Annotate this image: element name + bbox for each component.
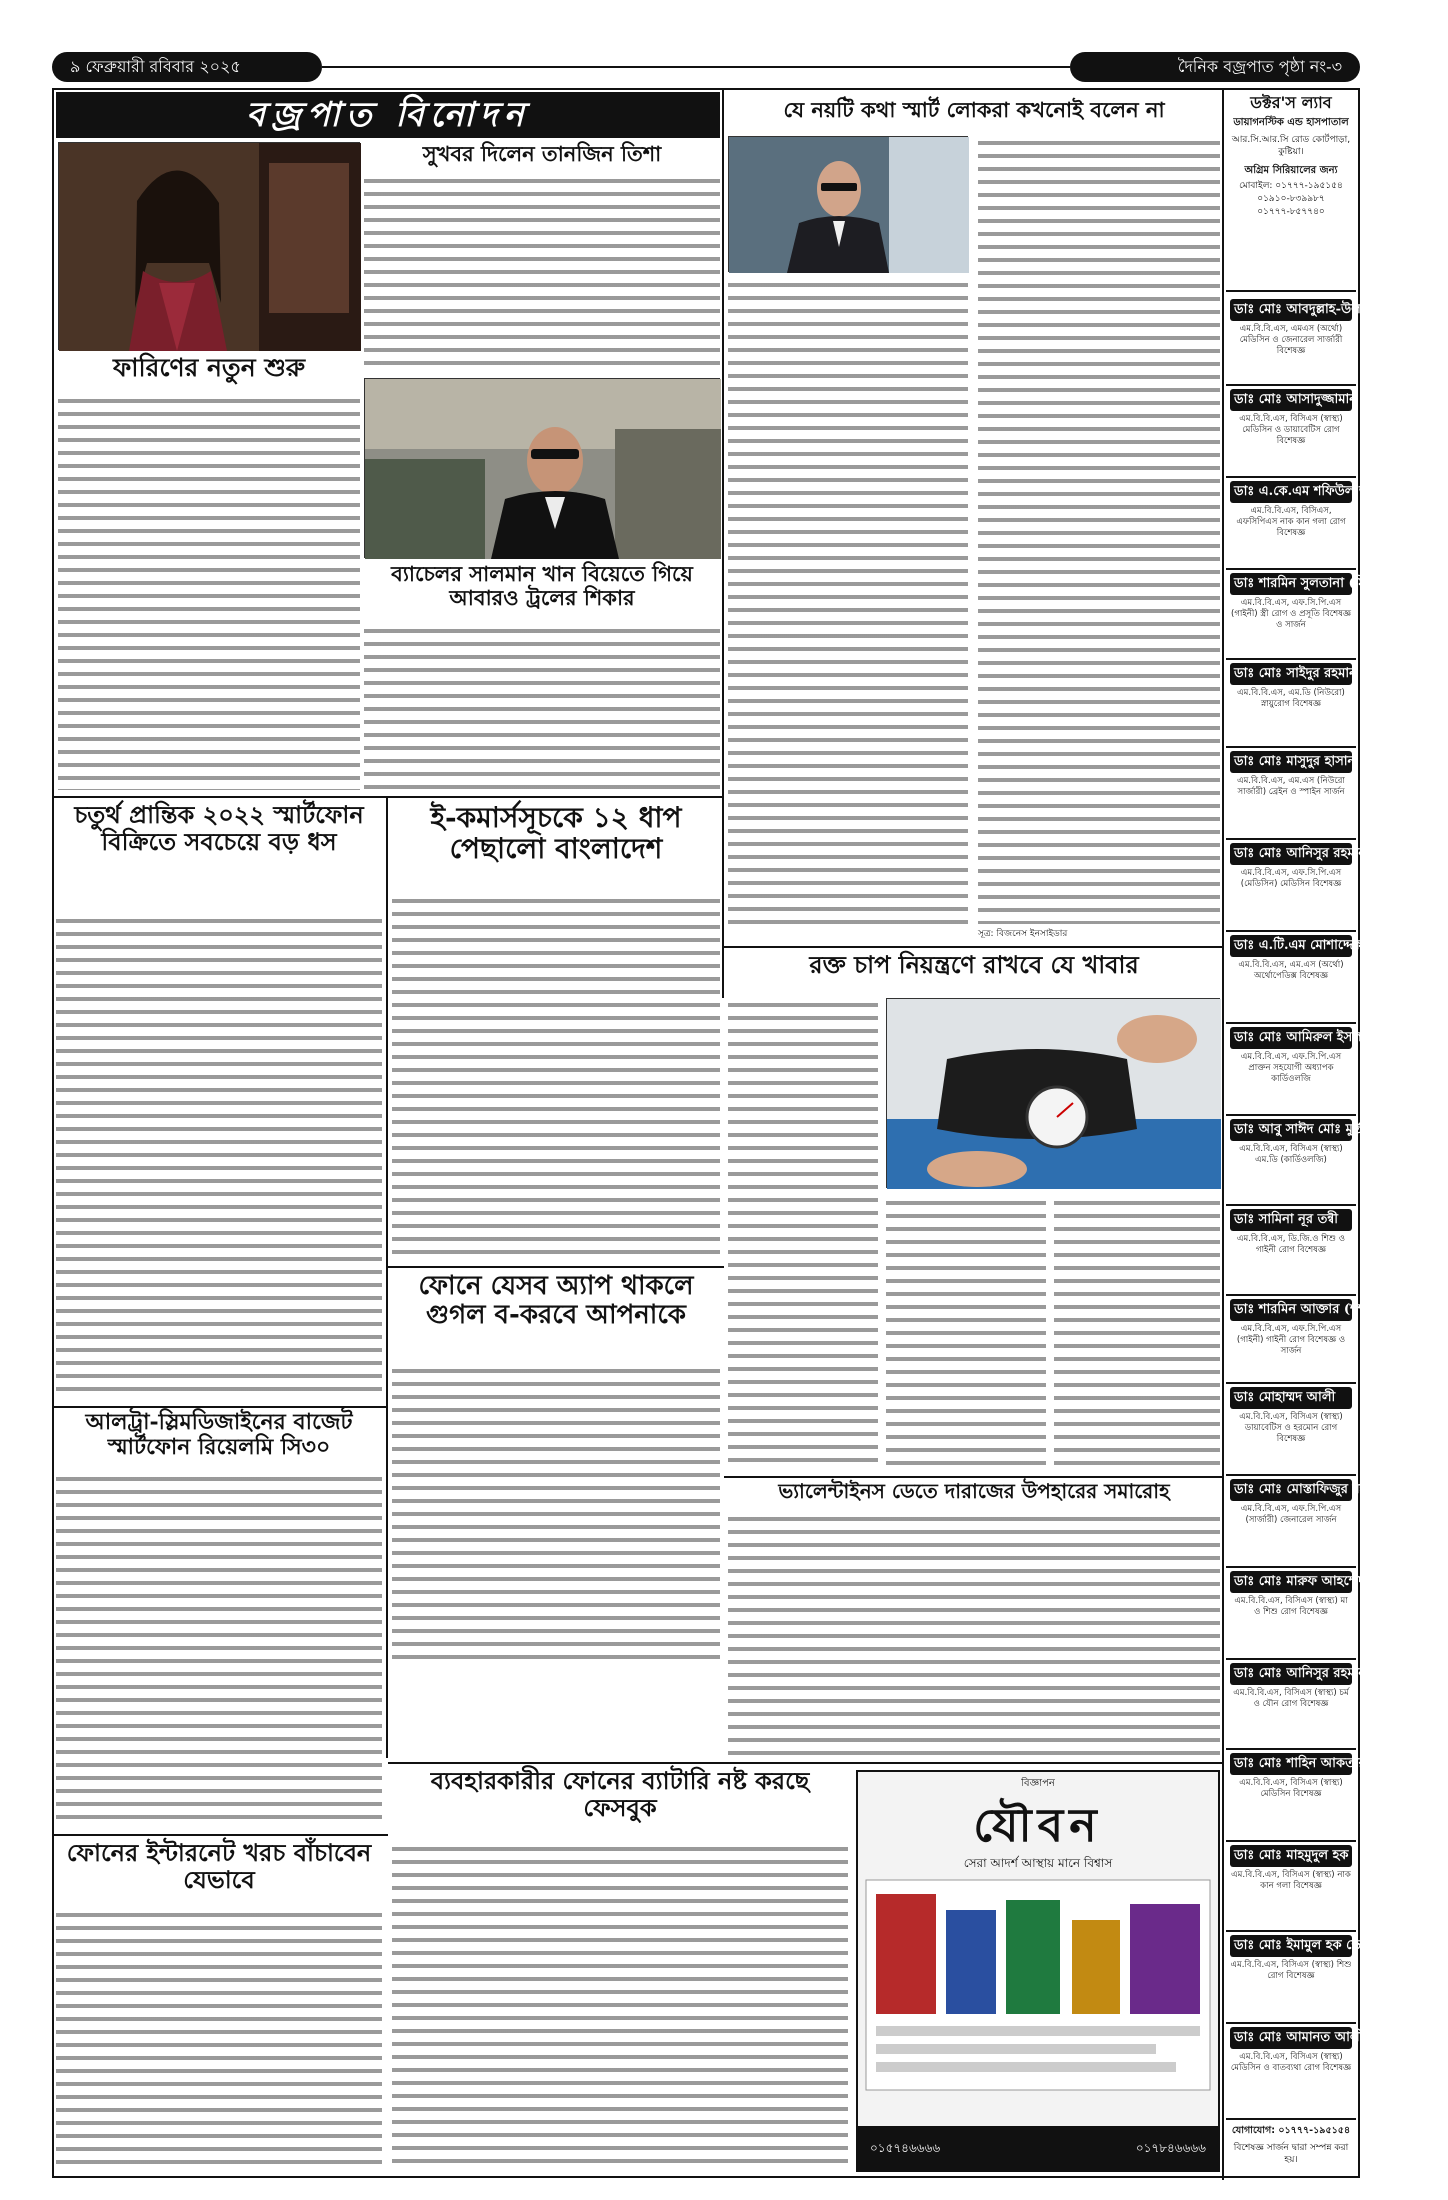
rule-h5 [724,1476,1224,1478]
lab-address: আর.সি.আর.সি রোড কোর্টপাড়া, কুষ্টিয়া। [1231,135,1351,157]
doctor-degree: এম.বি.বি.এস, বিসিএস (স্বাস্থ্য) শিশু রোগ বিশেষজ্ঞ [1230,1960,1352,1981]
rule-h3 [724,946,1224,948]
lab-phone-2: ০১৯১০-৮৩৯৯৮৭ [1257,194,1325,204]
lab-note: বিশেষজ্ঞ সার্জন দ্বারা সম্পন্ন করা হয়। [1233,2143,1349,2165]
doctor-name: ডাঃ শারমিন আক্তার (শম্পা) [1230,1299,1352,1321]
lab-ad-header [1226,92,1356,292]
doctor-card [1226,1842,1356,1932]
rule-h1 [52,796,724,798]
doctor-card [1226,1476,1386,1568]
doctor-degree: এম.বি.বি.এস, এফ.সি.পি.এস (গাইনী) স্ত্রী রোগ ও প্রসূতি বিশেষজ্ঞ ও সার্জন [1231,598,1351,630]
bp-body-col1 [728,998,878,1470]
daraz-body [728,1512,1220,1760]
tisha-body [364,174,720,372]
rule-h4 [52,1406,388,1408]
doctor-card [1226,296,1392,386]
doctor-degree: এম.বি.বি.এস, এফ.সি.পি.এস (মেডিসিন) মেডিসিন বিশেষজ্ঞ [1240,868,1342,889]
doctor-card [1226,1206,1356,1296]
doctor-name: ডাঃ এ.কে.এম শফিউল আযম [1230,481,1352,503]
doctor-card [1226,932,1448,1024]
lab-footer [1226,2124,1356,2174]
lab-subtitle: ডায়াগনস্টিক এন্ড হাসপাতাল [1233,117,1349,128]
smart-article [728,92,1220,942]
doctor-name: ডাঃ মোঃ আনিসুর রহমান [1230,843,1352,865]
doctor-name: ডাঃ মোঃ মারুফ আহম্মেদ [1230,1571,1352,1593]
doctor-card [1226,1024,1373,1116]
rule-v3 [1222,88,1224,2180]
section-title: বজ্রপাত বিনোদন [246,95,530,135]
doctor-name: ডাঃ মোঃ মোস্তাফিজুর রহমান [1230,1479,1352,1501]
jouban-ad [856,1770,1220,2172]
doctor-degree: এম.বি.বি.এস, বিসিএস (স্বাস্থ্য) মেডিসিন বিশেষজ্ঞ [1239,1778,1343,1799]
doctor-name: ডাঃ মোঃ আমিরুল ইসলাম [1230,1027,1352,1049]
lab-phone-1: মোবাইল: ০১৭৭৭-১৯৫১৫৪ [1239,181,1343,191]
internet-body [56,1908,382,2168]
smart-headline: যে নয়টি কথা স্মার্ট লোকরা কখনোই বলেন না [783,97,1165,122]
doctor-card [1226,840,1367,932]
doctor-degree: এম.বি.বি.এস, এম.ডি (নিউরো) স্নায়ুরোগ বিশেষজ্ঞ [1237,688,1345,709]
page-label: দৈনিক বজ্রপাত পৃষ্ঠা নং-৩ [1070,52,1360,82]
doctor-name: ডাঃ মোঃ সাইদুর রহমান (সাদা) [1230,663,1352,685]
page-header [52,52,1360,82]
salman-article [364,562,720,792]
realme-body [56,1472,382,1828]
doctor-degree: এম.বি.বি.এস, এম.এস (অর্থো) অর্থোপেডিক্স বিশেষজ্ঞ [1238,960,1344,981]
facebook-article [392,1768,848,2168]
doctor-name: ডাঃ মোঃ শাহিন আকতার সুমন [1230,1753,1352,1775]
smart-source: সূত্র: বিজনেস ইনসাইডার [978,929,1068,939]
doctor-degree: এম.বি.বি.এস, বিসিএস (স্বাস্থ্য) এম.ডি (কার্ডিওলজি) [1239,1144,1343,1165]
salman-photo [364,378,720,558]
smartphone-headline: চতুর্থ প্রান্তিক ২০২২ স্মার্টফোন বিক্রিতে সবচেয়ে বড় ধস [74,800,364,856]
doctor-degree: এম.বি.বি.এস, এম.এস (নিউরো সার্জারী) ব্রেইন ও স্পাইন সার্জন [1237,776,1345,797]
doctor-card [1226,1932,1384,2024]
ad-products [866,1880,1210,2090]
doctor-degree: এম.বি.বি.এস, বিসিএস (স্বাস্থ্য) মেডিসিন ও বাতব্যথা রোগ বিশেষজ্ঞ [1230,2052,1352,2073]
bp-photo [886,998,1220,1188]
doctor-card [1226,1568,1366,1660]
doctor-card [1226,1750,1394,1842]
doctor-name: ডাঃ মোঃ ইমামুল হক ডেভিড [1230,1935,1352,1957]
doctor-name: ডাঃ মোঃ আমানত আলী শেখ [1230,2027,1352,2049]
lab-contact: যোগাযোগ: ০১৭৭৭-১৯৫১৫৪ [1231,2125,1351,2136]
faria-article [58,354,360,792]
lab-title: ডক্টর'স ল্যাব [1250,93,1332,112]
doctor-card [1226,386,1356,478]
bp-body-col3 [1054,1196,1220,1470]
doctor-card [1226,748,1407,840]
doctor-name: ডাঃ এ.টি.এম মোশাদ্দেক হোসেন (বিপ্লব) [1230,935,1352,957]
section-banner [56,92,720,138]
ad-brand: যৌবন [973,1798,1103,1852]
rule-h6 [52,1834,388,1836]
rule-v2 [386,798,388,1758]
doctor-name: ডাঃ মোঃ আনিসুর রহমান [1230,1663,1352,1685]
doctor-degree: এম.বি.বি.এস, এফ.সি.পি.এস প্রাক্তন সহযোগী অধ্যাপক কার্ডিওলজি [1240,1052,1342,1084]
ecommerce-body [392,894,720,1260]
facebook-headline: ব্যবহারকারীর ফোনের ব্যাটারি নষ্ট করছে ফেসবুক [430,1766,810,1822]
doctor-card [1226,1296,1383,1384]
internet-headline: ফোনের ইন্টারনেট খরচ বাঁচাবেন যেভাবে [66,1838,372,1894]
rule-v1 [722,88,724,998]
doctor-name: ডাঃ আবু সাঈদ মোঃ মুর্তজা [1230,1119,1352,1141]
doctor-degree: এম.বি.বি.এস, ডি.জি.ও শিশু ও গাইনী রোগ বিশেষজ্ঞ [1237,1234,1345,1255]
bp-body-col2 [886,1196,1046,1470]
smart-body-left [728,278,968,924]
faria-photo [58,142,360,350]
doctor-degree: এম.বি.বি.এস, এফ.সি.পি.এস (সার্জারী) জেনারেল সার্জন [1240,1504,1342,1525]
doctor-degree: এম.বি.বি.এস, বিসিএস (স্বাস্থ্য) ডায়াবেটিস ও হরমোন রোগ বিশেষজ্ঞ [1239,1412,1343,1444]
doctor-card [1226,2024,1390,2120]
doctor-degree: এম.বি.বি.এস, বিসিএস (স্বাস্থ্য) চর্ম ও যৌন রোগ বিশেষজ্ঞ [1233,1688,1349,1709]
rule-h7 [388,1762,1224,1764]
doctor-degree: এম.বি.বি.এস, বিসিএস (স্বাস্থ্য) মেডিসিন ও ডায়াবেটিস রোগ বিশেষজ্ঞ [1239,414,1343,446]
ecommerce-headline: ই-কমার্সসূচকে ১২ ধাপ পেছালো বাংলাদেশ [430,801,682,866]
salman-headline: ব্যাচেলর সালমান খান বিয়েতে গিয়ে আবারও ট্রলের শিকার [391,561,693,610]
salman-body [364,624,720,790]
bp-headline: রক্ত চাপ নিয়ন্ত্রণে রাখবে যে খাবার [809,950,1139,979]
faria-headline: ফারিণের নতুন শুরু [112,353,306,382]
facebook-body [392,1842,848,2166]
smartphone-article [56,802,382,1402]
internet-article [56,1840,382,2170]
doctor-card [1226,660,1397,748]
doctor-name: ডাঃ মোহাম্মদ আলী [1230,1387,1352,1409]
ad-tagline: সেরা আদর্শ আস্থায় মানে বিশ্বাস [963,1856,1113,1870]
doctor-degree: এম.বি.বি.এস, বিসিএস (স্বাস্থ্য) নাক কান গলা বিশেষজ্ঞ [1231,1870,1351,1891]
doctor-card [1226,570,1386,660]
ad-footer [858,2126,1218,2170]
smartphone-body [56,914,382,1400]
rule-h2 [388,1266,724,1268]
ad-phone-right: ০১৭৮৪৬৬৬৬ [1135,2141,1206,2155]
doctor-name: ডাঃ শারমিন সুলতানা (মিতা) [1230,573,1352,595]
apps-headline: ফোনে যেসব অ্যাপ থাকলে গুগল ব-করবে আপনাকে [418,1271,694,1331]
doctor-card [1226,1116,1379,1206]
doctor-card [1226,478,1389,570]
lab-phone-3: ০১৭৭৭-৮৫৭৭৪০ [1257,207,1325,217]
doctor-card [1226,1384,1356,1476]
doctor-name: ডাঃ সামিনা নূর তন্বী [1230,1209,1352,1231]
ecommerce-article [392,802,720,1262]
lab-booking: অগ্রিম সিরিয়ালের জন্য [1244,165,1338,176]
ad-label: বিজ্ঞাপন [1021,1778,1055,1789]
doctor-degree: এম.বি.বি.এস, এমএস (অর্থো) মেডিসিন ও জেনারেল সার্জারী বিশেষজ্ঞ [1239,324,1343,356]
ad-phone-left: ০১৫৭৪৬৬৬৬ [870,2141,941,2155]
daraz-content [728,1480,1220,1762]
realme-headline: আলট্রা-স্লিমডিজাইনের বাজেট স্মার্টফোন রিয়েলমি সি৩০ [85,1409,353,1460]
header-rule [322,66,1070,68]
doctor-name: ডাঃ মোঃ মাহমুদুল হক [1230,1845,1352,1867]
realme-article [56,1410,382,1830]
bp-article [728,952,1220,1472]
doctor-list [1226,296,1448,2120]
tisha-article [364,142,720,374]
doctor-name: ডাঃ মোঃ আসাদুজ্জামান [1230,389,1352,411]
doctor-name: ডাঃ মোঃ মাসুদুর হাসান (খোকন) [1230,751,1352,773]
smart-body-right [978,136,1220,924]
smart-photo [728,136,968,272]
doctor-degree: এম.বি.বি.এস, এফ.সি.পি.এস (গাইনী) গাইনী রোগ বিশেষজ্ঞ ও সার্জন [1236,1324,1346,1356]
doctor-card [1226,1660,1367,1750]
doctor-degree: এম.বি.বি.এস, বিসিএস, এফসিপিএস নাক কান গলা রোগ বিশেষজ্ঞ [1236,506,1346,538]
issue-date: ৯ ফেব্রুয়ারী রবিবার ২০২৫ [52,52,322,82]
doctor-name: ডাঃ মোঃ আবদুল্লাহ-উল-হুদাহ [1230,299,1352,321]
daraz-headline: ভ্যালেন্টাইনস ডেতে দারাজের উপহারের সমারোহ [778,1479,1170,1503]
doctor-degree: এম.বি.বি.এস, বিসিএস (স্বাস্থ্য) মা ও শিশু রোগ বিশেষজ্ঞ [1234,1596,1348,1617]
tisha-headline: সুখবর দিলেন তানজিন তিশা [422,141,662,166]
faria-body [58,394,360,790]
